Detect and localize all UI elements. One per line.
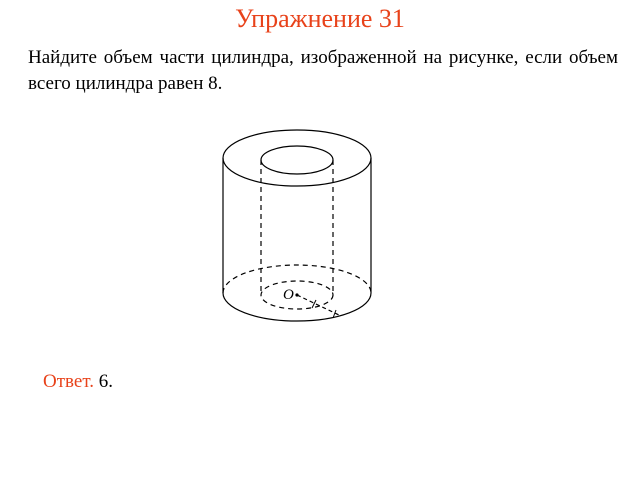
slide-title: Упражнение 31 — [235, 4, 405, 33]
problem-statement: Найдите объем части цилиндра, изображенной на рисунке, если объем всего цилиндра равен 8. — [28, 47, 618, 94]
outer-top-ellipse — [223, 130, 371, 186]
outer-bottom-front — [223, 293, 371, 321]
center-label: O — [283, 287, 294, 303]
answer-value: 6. — [98, 371, 113, 392]
answer-label: Ответ. — [43, 371, 94, 392]
outer-bottom-back — [223, 265, 371, 293]
answer-line — [43, 370, 113, 394]
center-point — [295, 293, 298, 296]
cylinder-figure — [215, 125, 380, 335]
inner-top-ellipse — [261, 146, 333, 174]
